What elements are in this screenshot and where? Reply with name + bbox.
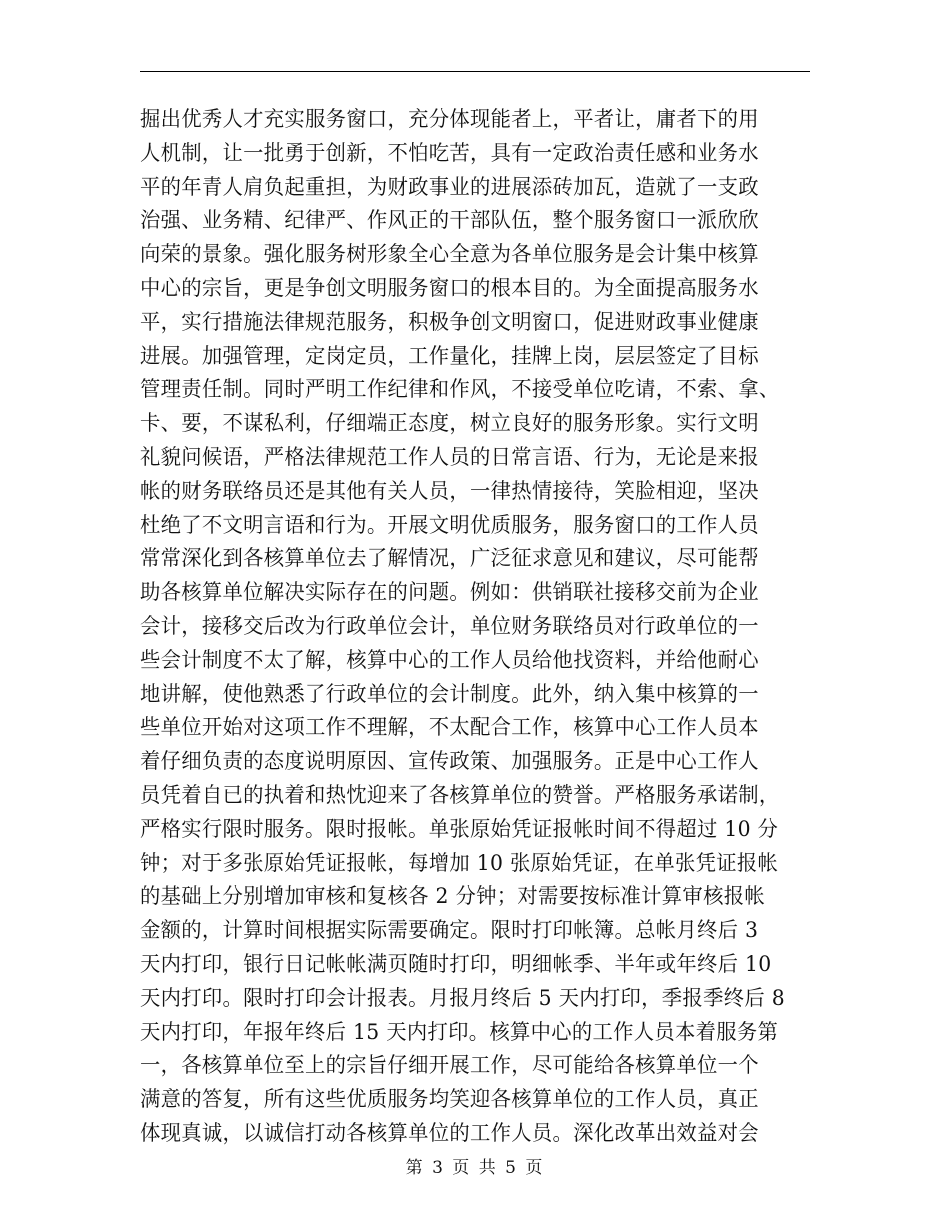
text-line: 些单位开始对这项工作不理解，不太配合工作，核算中心工作人员本 [140,714,759,740]
text-line: 地讲解，使他熟悉了行政单位的会计制度。此外，纳入集中核算的一 [140,680,759,706]
text-line: 体现真诚，以诚信打动各核算单位的工作人员。深化改革出效益对会 [140,1119,759,1145]
text-line: 进展。加强管理，定岗定员，工作量化，挂牌上岗，层层签定了目标 [140,342,759,368]
header-rule [140,71,810,72]
text-line: 常常深化到各核算单位去了解情况，广泛征求意见和建议，尽可能帮 [140,545,759,571]
text-line: 治强、业务精、纪律严、作风正的干部队伍，整个服务窗口一派欣欣 [140,207,759,233]
page-number: 第 3 页 共 5 页 [405,1158,545,1178]
text-line: 掘出优秀人才充实服务窗口，充分体现能者上，平者让，庸者下的用 [140,106,759,131]
text-line: 一，各核算单位至上的宗旨仔细开展工作，尽可能给各核算单位一个 [140,1052,759,1078]
text-line: 钟；对于多张原始凭证报帐，每增加 10 张原始凭证，在单张凭证报帐 [140,849,779,875]
text-line: 天内打印，银行日记帐帐满页随时打印，明细帐季、半年或年终后 10 [140,950,772,976]
text-line: 金额的，计算时间根据实际需要确定。限时打印帐簿。总帐月终后 3 [140,917,759,943]
text-line: 天内打印。限时打印会计报表。月报月终后 5 天内打印，季报季终后 8 [140,984,785,1010]
text-line: 帐的财务联络员还是其他有关人员，一律热情接待，笑脸相迎，坚决 [140,477,759,503]
text-line: 满意的答复，所有这些优质服务均笑迎各核算单位的工作人员，真正 [140,1086,759,1112]
document-body [140,102,840,1150]
text-line: 向荣的景象。强化服务树形象全心全意为各单位服务是会计集中核算 [140,241,759,267]
text-line: 杜绝了不文明言语和行为。开展文明优质服务，服务窗口的工作人员 [140,511,759,537]
text-line: 些会计制度不太了解，核算中心的工作人员给他找资料，并给他耐心 [140,646,759,672]
text-line: 礼貌问候语，严格法律规范工作人员的日常言语、行为，无论是来报 [140,443,759,469]
text-line: 员凭着自已的执着和热忱迎来了各核算单位的赞誉。严格服务承诺制， [140,781,780,807]
text-line: 助各核算单位解决实际存在的问题。例如：供销联社接移交前为企业 [140,579,759,605]
text-line: 人机制，让一批勇于创新，不怕吃苦，具有一定政治责任感和业务水 [140,139,759,165]
text-line: 平的年青人肩负起重担，为财政事业的进展添砖加瓦，造就了一支政 [140,173,759,199]
text-line: 管理责任制。同时严明工作纪律和作风，不接受单位吃请，不索、拿、 [140,376,780,402]
text-line: 卡、要，不谋私利，仔细端正态度，树立良好的服务形象。实行文明 [140,410,759,436]
text-line: 着仔细负责的态度说明原因、宣传政策、加强服务。正是中心工作人 [140,748,759,774]
text-line: 会计，接移交后改为行政单位会计，单位财务联络员对行政单位的一 [140,612,759,638]
text-line: 的基础上分别增加审核和复核各 2 分钟；对需要按标准计算审核报帐 [140,883,765,909]
text-line: 严格实行限时服务。限时报帐。单张原始凭证报帐时间不得超过 10 分 [140,815,779,841]
text-line: 中心的宗旨，更是争创文明服务窗口的根本目的。为全面提高服务水 [140,274,759,300]
text-line: 天内打印，年报年终后 15 天内打印。核算中心的工作人员本着服务第 [140,1018,779,1044]
text-line: 平，实行措施法律规范服务，积极争创文明窗口，促进财政事业健康 [140,308,759,334]
